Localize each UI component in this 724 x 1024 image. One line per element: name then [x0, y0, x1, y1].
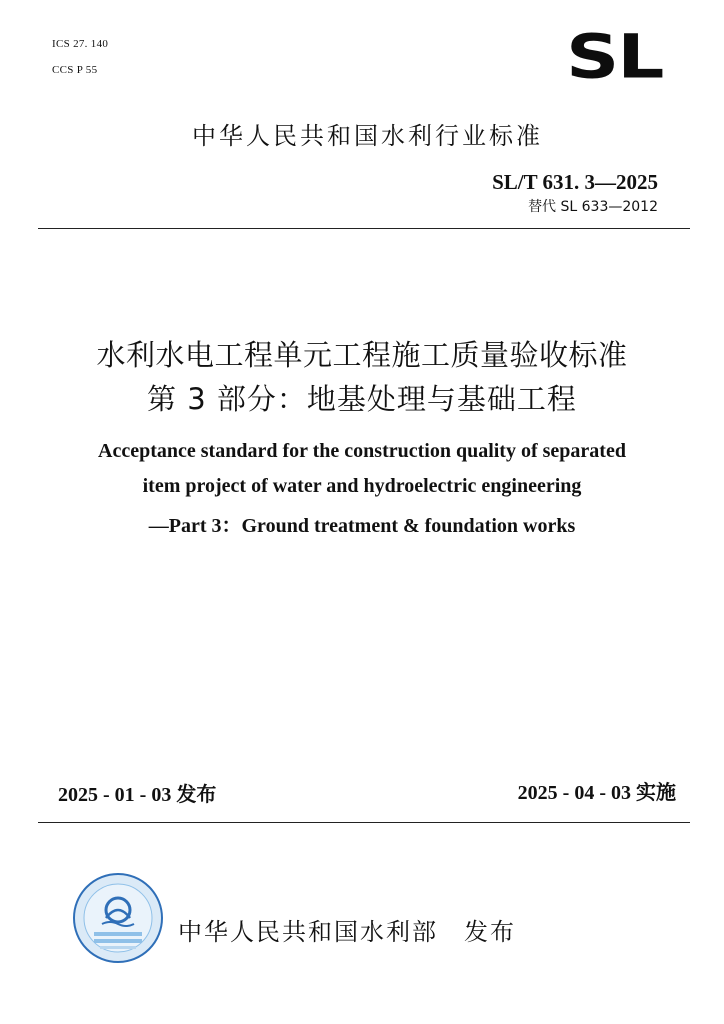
industry-standard-title: 中华人民共和国水利行业标准: [192, 122, 543, 150]
sl-logo: [566, 21, 684, 102]
anti-counterfeit-seal-icon: [72, 872, 164, 964]
replaces-standard: 替代 SL 633—2012: [528, 199, 658, 215]
implementation-date: 2025 - 04 - 03 实施: [517, 782, 676, 804]
bottom-divider: [38, 822, 690, 823]
english-title-line-1: Acceptance standard for the construction quality of separated: [98, 440, 626, 462]
sl-logo-text: SL: [566, 21, 663, 93]
english-title-line-3: —Part 3：Ground treatment & foundation works: [148, 515, 576, 537]
english-title-line-2: item project of water and hydroelectric engineering: [142, 475, 582, 497]
ics-code: ICS 27. 140: [52, 38, 109, 50]
issue-date: 2025 - 01 - 03 发布: [58, 784, 217, 806]
publisher: 中华人民共和国水利部 发布: [178, 918, 516, 946]
ccs-code: CCS P 55: [52, 64, 98, 76]
chinese-title-line-1: 水利水电工程单元工程施工质量验收标准: [96, 338, 628, 372]
top-divider: [38, 228, 690, 229]
chinese-title-line-2: 第 3 部分：地基处理与基础工程: [147, 382, 577, 416]
standard-number: SL/T 631. 3—2025: [492, 170, 658, 194]
